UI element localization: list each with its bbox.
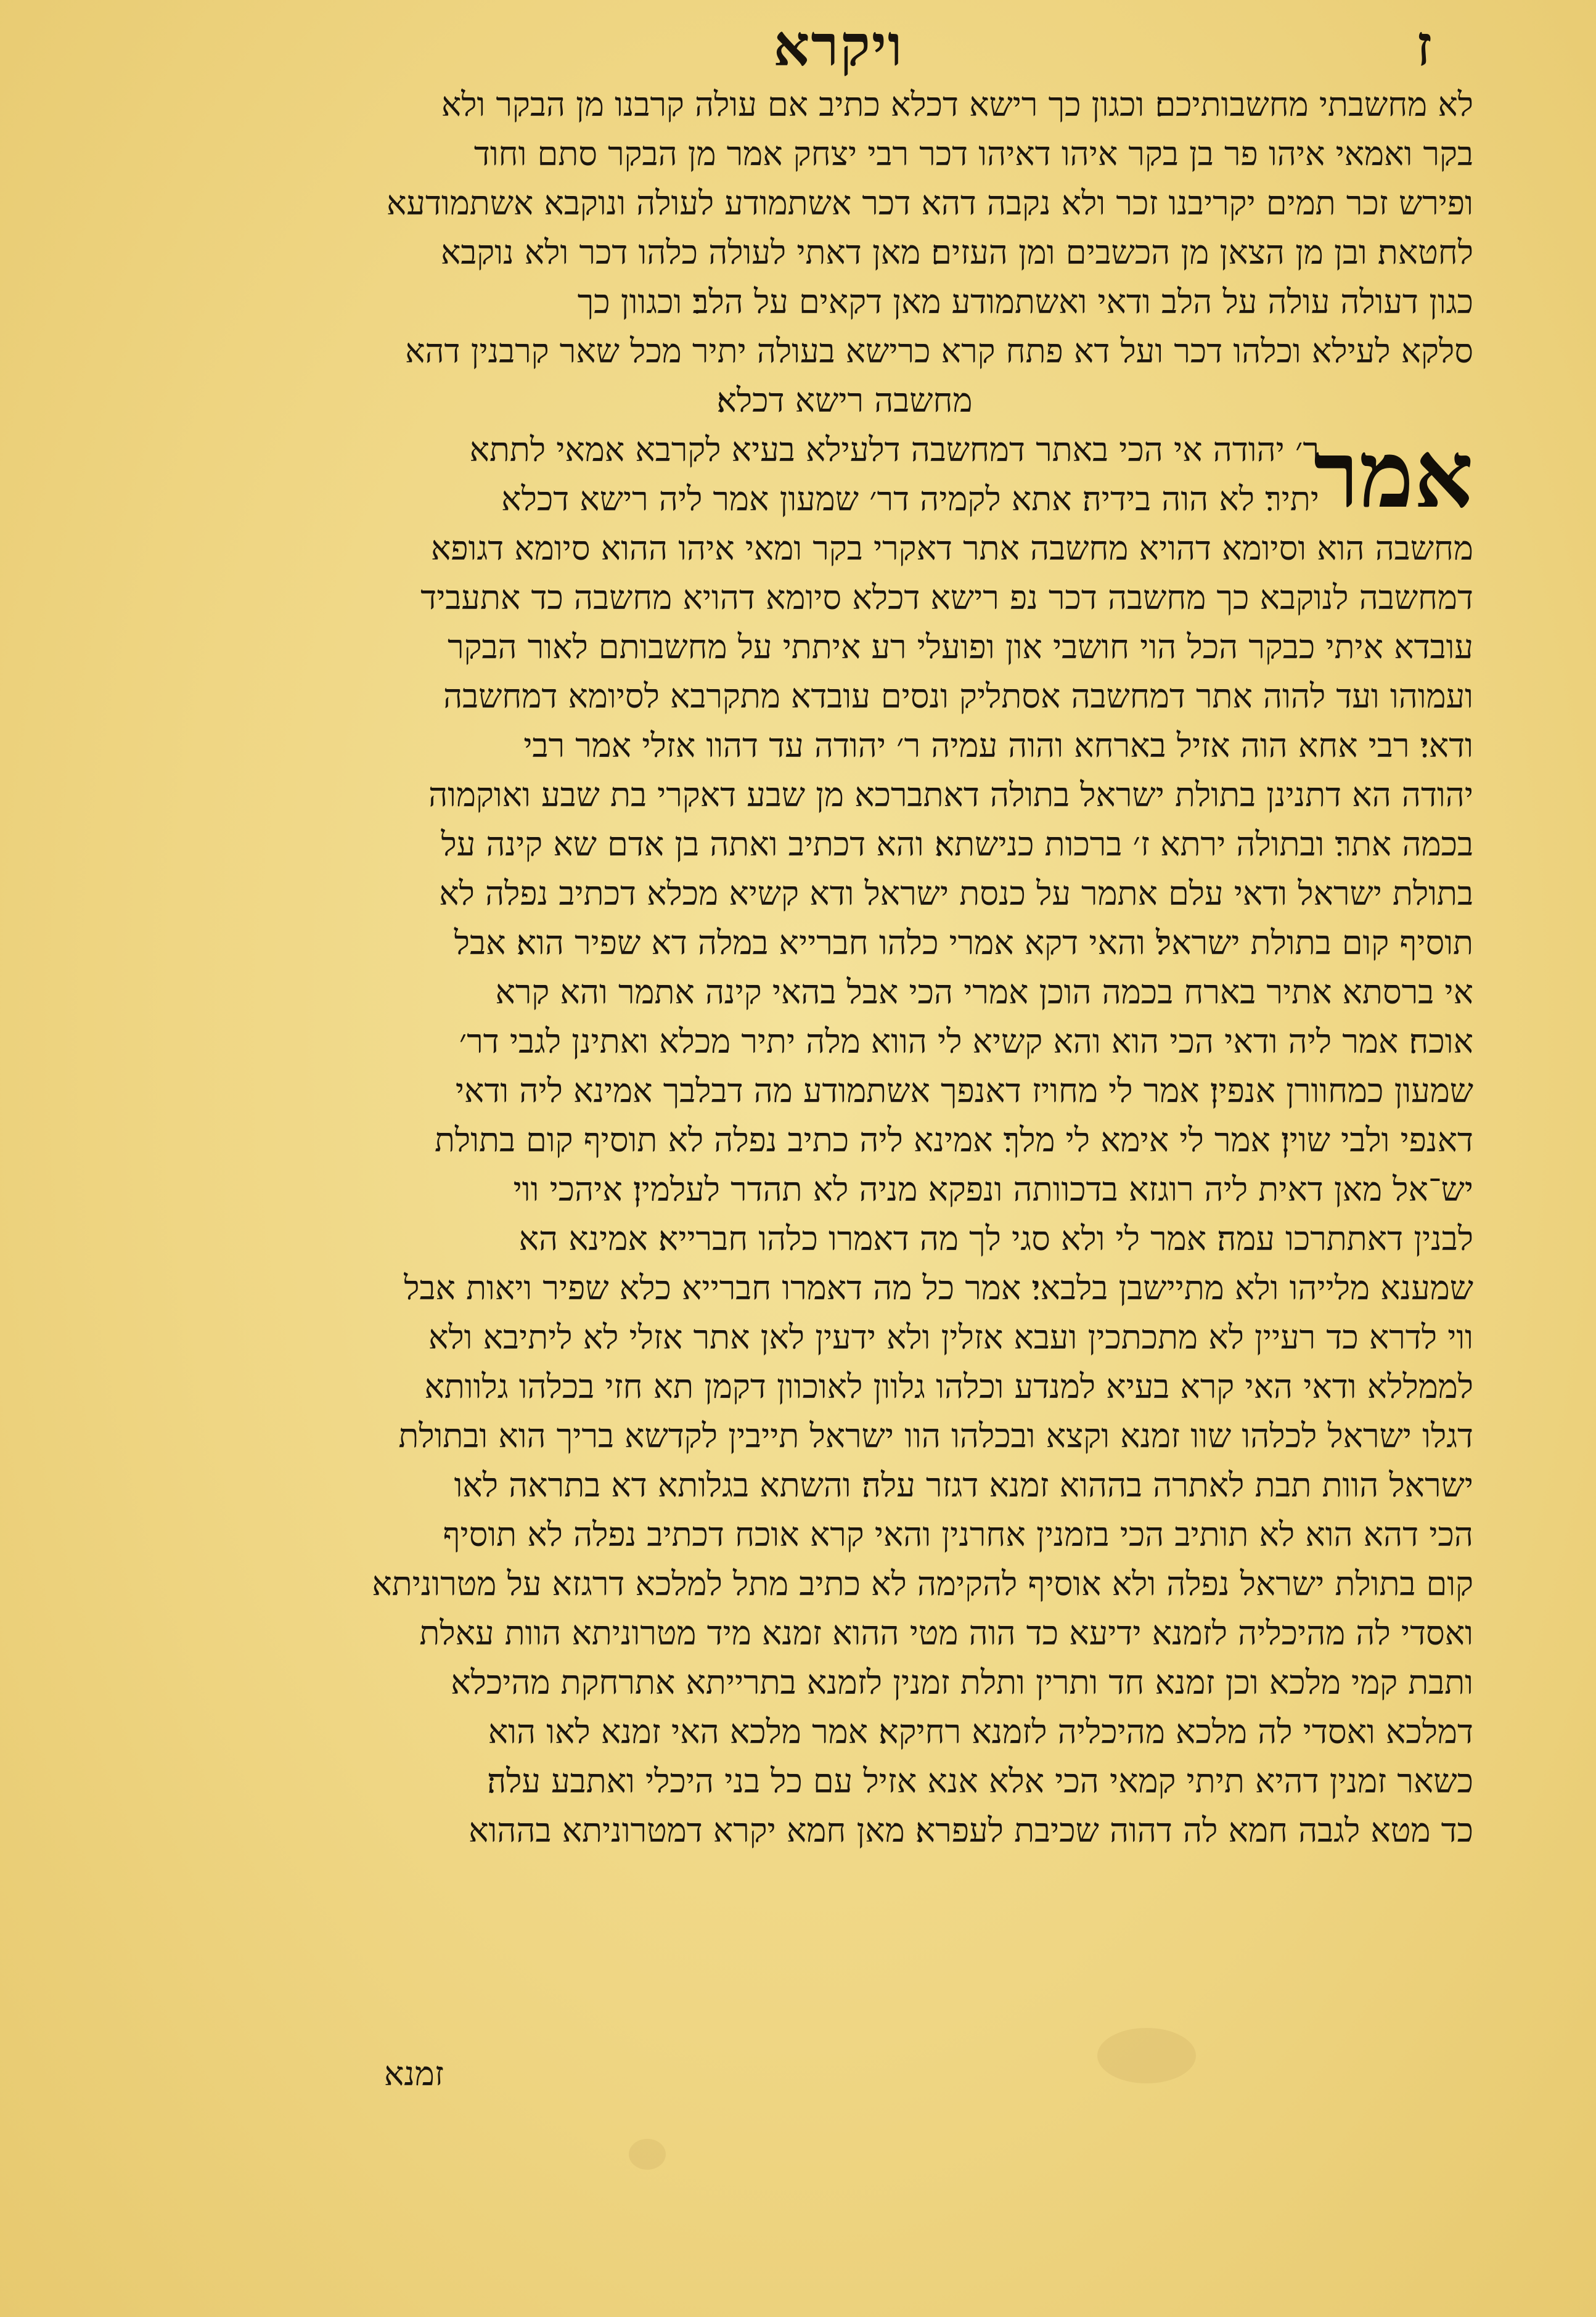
- catchword: זמנא: [383, 2054, 444, 2093]
- text-line: אי ברסתא אתיר בארח בכמה הוכן אמרי הכי אבל בהאי קינה אתמר והא קרא: [495, 973, 1473, 1011]
- text-line: כגון דעולה עולה על הלב ודאי ואשתמודע מאן דקאים על הלב׃ וכגוון כך: [577, 282, 1473, 321]
- text-line: דמלכא ואסדי לה מלכא מהיכליה לזמנא רחיקא׃ אמר מלכא האי זמנא לאו הוא: [488, 1712, 1473, 1751]
- text-line: לא מחשבתי מחשבותיכם׃ וכגון כך רישא דכלא כתיב אם עולה קרבנו מן הבקר ולא: [441, 85, 1473, 124]
- page-header: [0, 12, 1596, 80]
- text-line: עובדא איתי כבקר הכל הוי חושבי און ופועלי רע איתתי על מחשבותם לאור הבקר: [448, 627, 1473, 666]
- text-line: שמענא מלייהו ולא מתיישבן בלבאי׃ אמר כל מה דאמרו חברייא כלא שפיר ויאות אבל: [404, 1269, 1473, 1307]
- text-line: יתיר׃ לא הוה בידיה׃ אתא לקמיה דר׳ שמעון אמר ליה רישא דכלא: [501, 480, 1319, 518]
- text-line: לבנין דאתתרכו עמה׃ אמר לי ולא סגי לך מה דאמרו כלהו חברייא׃ אמינא הא: [518, 1219, 1473, 1258]
- text-line: ישראל הוות תבת לאתרה בההוא זמנא דגזר עלה׃ והשתא בגלותא דא בתראה לאו: [454, 1466, 1473, 1505]
- text-line: ועמוהו ועד להוה אתר דמחשבה אסתליק ונסים עובדא מתקרבא לסיומא דמחשבה: [443, 677, 1473, 716]
- text-line: ודאי׃ רבי אחא הוה אזיל בארחא והוה עמיה ר׳ יהודה עד דהוו אזלי אמר רבי: [523, 726, 1473, 765]
- text-line: כד מטא לגבה חמא לה דהוה שכיבת לעפרא׃ מאן חמא יקרא דמטרוניתא בההוא: [469, 1811, 1473, 1850]
- text-line: ואסדי לה מהיכליה לזמנא ידיעא כד הוה מטי ההוא זמנא מיד מטרוניתא הוות עאלת: [419, 1614, 1473, 1653]
- text-line: שמעון כמחוורן אנפין׃ אמר לי מחויז דאנפך אשתמודע מה דבלבך אמינא ליה ודאי: [455, 1071, 1473, 1110]
- initial-word: אמר: [1314, 420, 1473, 529]
- text-line: בקר ואמאי איהו פר בן בקר איהו דאיהו דכר רבי יצחק אמר מן הבקר סתם וחוד: [473, 134, 1473, 173]
- text-line: יש־אל מאן דאית ליה רוגזא בדכוותה ונפקא מניה לא תהדר לעלמין׃ איהכי ווי: [513, 1170, 1473, 1209]
- text-line: לממללא ודאי האי קרא בעיא למנדע וכלהו גלוון לאוכוון דקמן תא חזי בכלהו גלוותא: [424, 1367, 1473, 1406]
- running-title: ויקרא: [773, 12, 904, 79]
- text-line: ופירש זכר תמים יקריבנו זכר ולא נקבה דהא דכר אשתמודע לעולה ונוקבא אשתמודעא: [387, 184, 1473, 223]
- text-line: ותבת קמי מלכא וכן זמנא חד ותרין ותלת זמנין לזמנא בתרייתא אתרחקת מהיכלא: [451, 1663, 1473, 1702]
- main-text: [216, 80, 1473, 1855]
- text-line: מחשבה רישא דכלא׃: [716, 381, 973, 420]
- text-line: בתולת ישראל ודאי עלם אתמר על כנסת ישראל ודא קשיא מכלא דכתיב נפלה לא: [439, 874, 1473, 913]
- text-line: תוסיף קום בתולת ישראל׃ והאי דקא אמרי כלהו חברייא במלה דא שפיר הוא׃ אבל: [454, 923, 1473, 962]
- paragraph-2-opening: [216, 420, 1473, 529]
- text-line: סלקא לעילא וכלהו דכר ועל דא פתח קרא כרישא בעולה יתיר מכל שאר קרבנין דהא: [405, 332, 1473, 370]
- text-line: דאנפי ולבי שוין׃ אמר לי אימא לי מלך׃ אמינא ליה כתיב נפלה לא תוסיף קום בתולת: [435, 1121, 1473, 1159]
- text-line: ר׳ יהודה אי הכי באתר דמחשבה דלעילא בעיא לקרבא אמאי לתתא: [469, 430, 1319, 469]
- paragraph-2: [216, 524, 1473, 1855]
- paper-stain: [1097, 2028, 1196, 2083]
- text-line: מחשבה הוא וסיומא דהויא מחשבה אתר דאקרי בקר ומאי איהו ההוא סיומא דגופא: [430, 529, 1473, 568]
- text-line: קום בתולת ישראל נפלה ולא אוסיף להקימה לא כתיב מתל למלכא דרגזא על מטרוניתא: [372, 1564, 1473, 1603]
- text-line: יהודה הא דתנינן בתולת ישראל בתולה דאתברכא מן שבע דאקרי בת שבע ואוקמוה: [428, 775, 1473, 814]
- text-line: בכמה אתר׃ ובתולה ירתא ז׳ ברכות כנישתא׃ והא דכתיב ואתה בן אדם שא קינה על: [441, 825, 1473, 864]
- text-line: לחטאת׃ ובן מן הצאן מן הכשבים ומן העזים׃ מאן דאתי לעולה כלהו דכר ולא נוקבא: [440, 233, 1473, 272]
- paragraph-1: [216, 80, 1473, 425]
- text-line: אוכח׃ אמר ליה ודאי הכי הוא והא קשיא לי הווא מלה יתיר מכלא ואתינן לגבי דר׳: [459, 1022, 1473, 1061]
- text-line: ווי לדרא כד רעיין לא מתכתכין ועבא אזלין ולא ידעין לאן אתר אזלי לא ליתיבא ולא: [428, 1318, 1473, 1357]
- text-line: כשאר זמנין דהיא תיתי קמאי הכי אלא אנא אזיל עם כל בני היכלי ואתבע עלה׃: [487, 1762, 1473, 1800]
- text-line: דמחשבה לנוקבא כך מחשבה דכר נפ רישא דכלא סיומא דהויא מחשבה כד אתעביד: [420, 578, 1473, 617]
- text-line: דגלו ישראל לכלהו שוו זמנא וקצא ובכלהו הוו ישראל תייבין לקדשא בריך הוא ובתולת: [398, 1416, 1473, 1455]
- text-line: הכי דהא הוא לא תותיב הכי בזמנין אחרנין והאי קרא אוכח דכתיב נפלה לא תוסיף: [443, 1515, 1473, 1554]
- folio-number: ז: [1416, 12, 1432, 79]
- paper-stain: [629, 2139, 666, 2170]
